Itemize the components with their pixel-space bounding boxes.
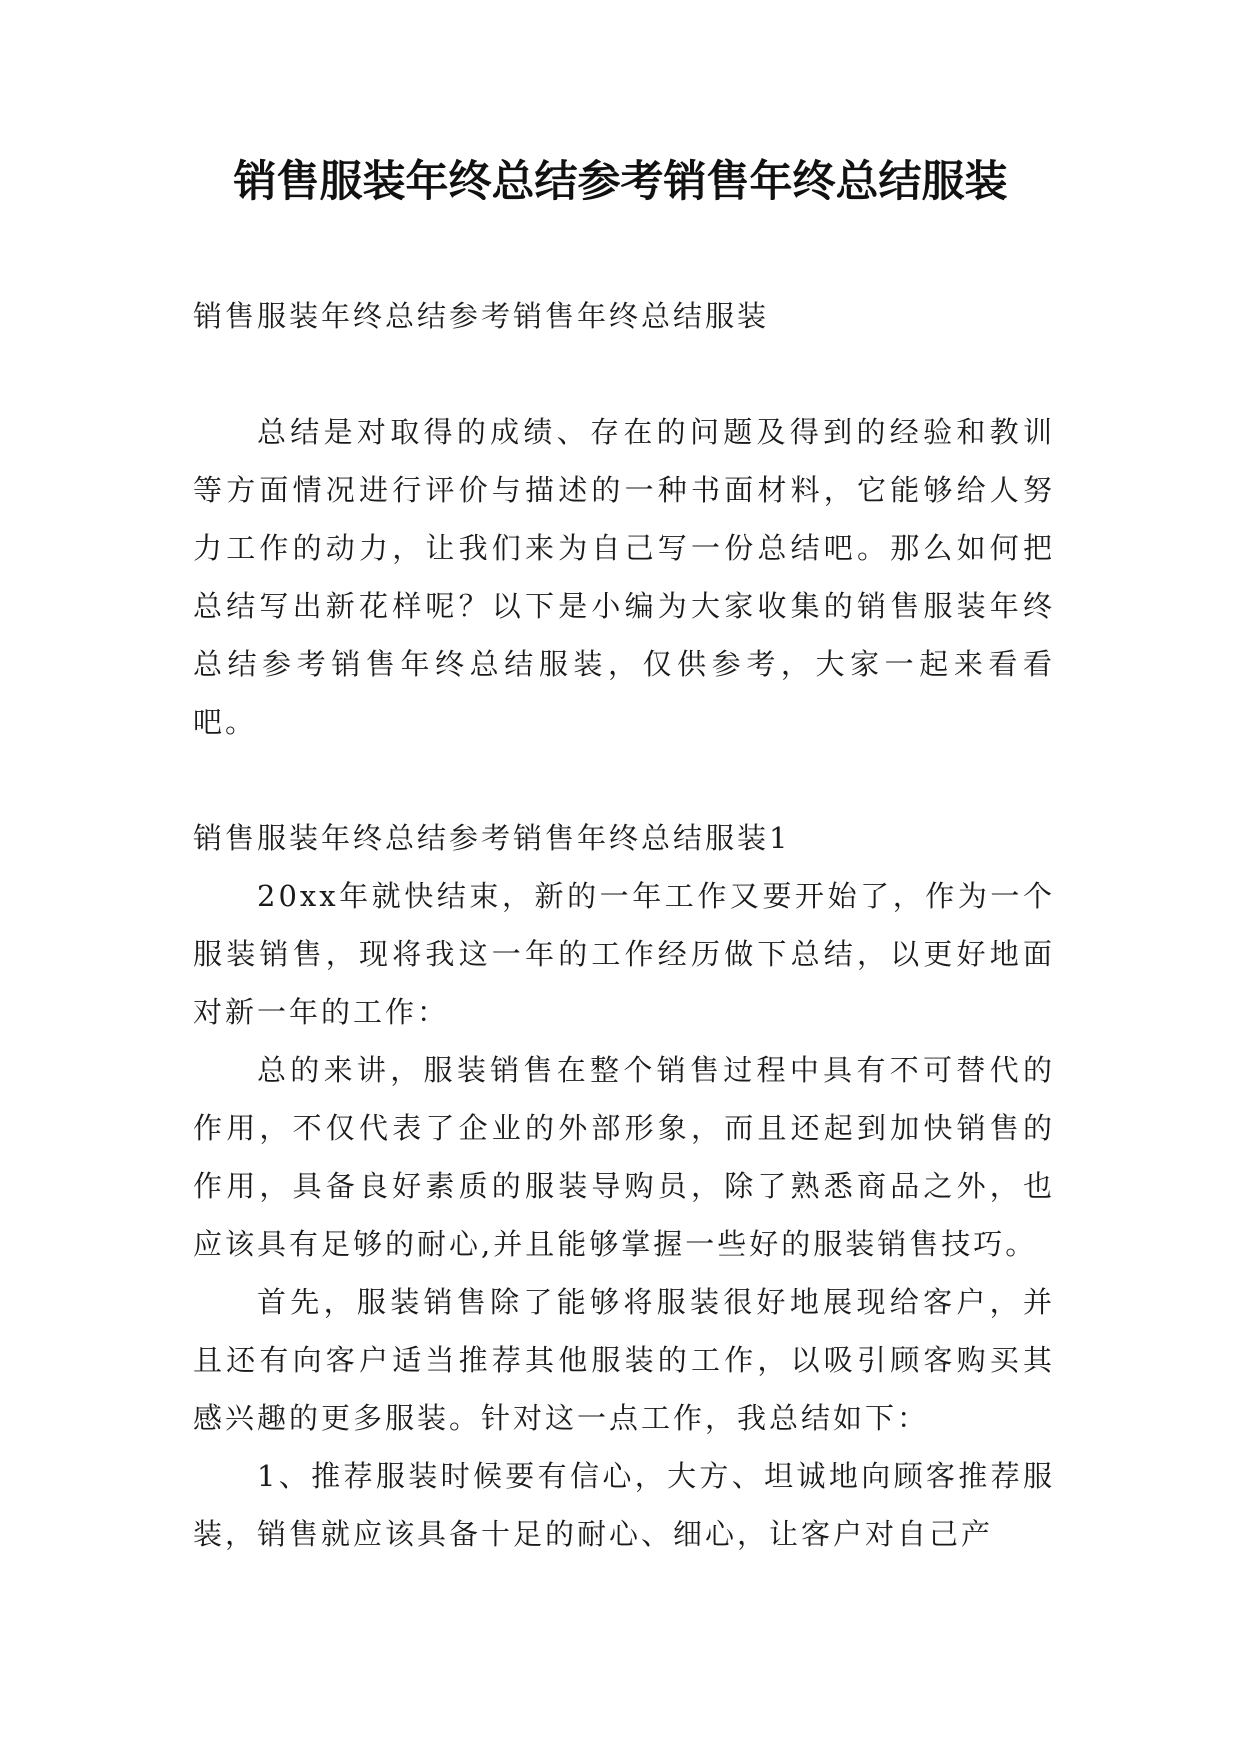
document-title: 销售服装年终总结参考销售年终总结服装 xyxy=(233,157,1008,207)
body-paragraph: 1、推荐服装时候要有信心，大方、坦诚地向顾客推荐服装，销售就应该具备十足的耐心、细心，让客户对自己产 xyxy=(193,1459,1055,1551)
section-heading: 销售服装年终总结参考销售年终总结服装1 xyxy=(193,821,791,855)
document-subtitle: 销售服装年终总结参考销售年终总结服装 xyxy=(193,299,770,333)
document-body xyxy=(193,287,1055,1563)
body-paragraph: 总的来讲，服装销售在整个销售过程中具有不可替代的作用，不仅代表了企业的外部形象，而且还起到加快销售的作用，具备良好素质的服装导购员，除了熟悉商品之外，也应该具有足够的耐心,并且能够掌握一些好的服装销售技巧。 xyxy=(193,1053,1055,1261)
intro-paragraph: 总结是对取得的成绩、存在的问题及得到的经验和教训等方面情况进行评价与描述的一种书面材料，它能够给人努力工作的动力，让我们来为自己写一份总结吧。那么如何把总结写出新花样呢？以下是小编为大家收集的销售服装年终总结参考销售年终总结服装，仅供参考，大家一起来看看吧。 xyxy=(193,415,1055,739)
body-paragraph: 20xx年就快结束，新的一年工作又要开始了，作为一个服装销售，现将我这一年的工作经历做下总结，以更好地面对新一年的工作： xyxy=(193,879,1055,1029)
spacer xyxy=(193,345,1055,403)
spacer xyxy=(193,751,1055,809)
body-paragraph: 首先，服装销售除了能够将服装很好地展现给客户，并且还有向客户适当推荐其他服装的工作，以吸引顾客购买其感兴趣的更多服装。针对这一点工作，我总结如下： xyxy=(193,1285,1055,1435)
